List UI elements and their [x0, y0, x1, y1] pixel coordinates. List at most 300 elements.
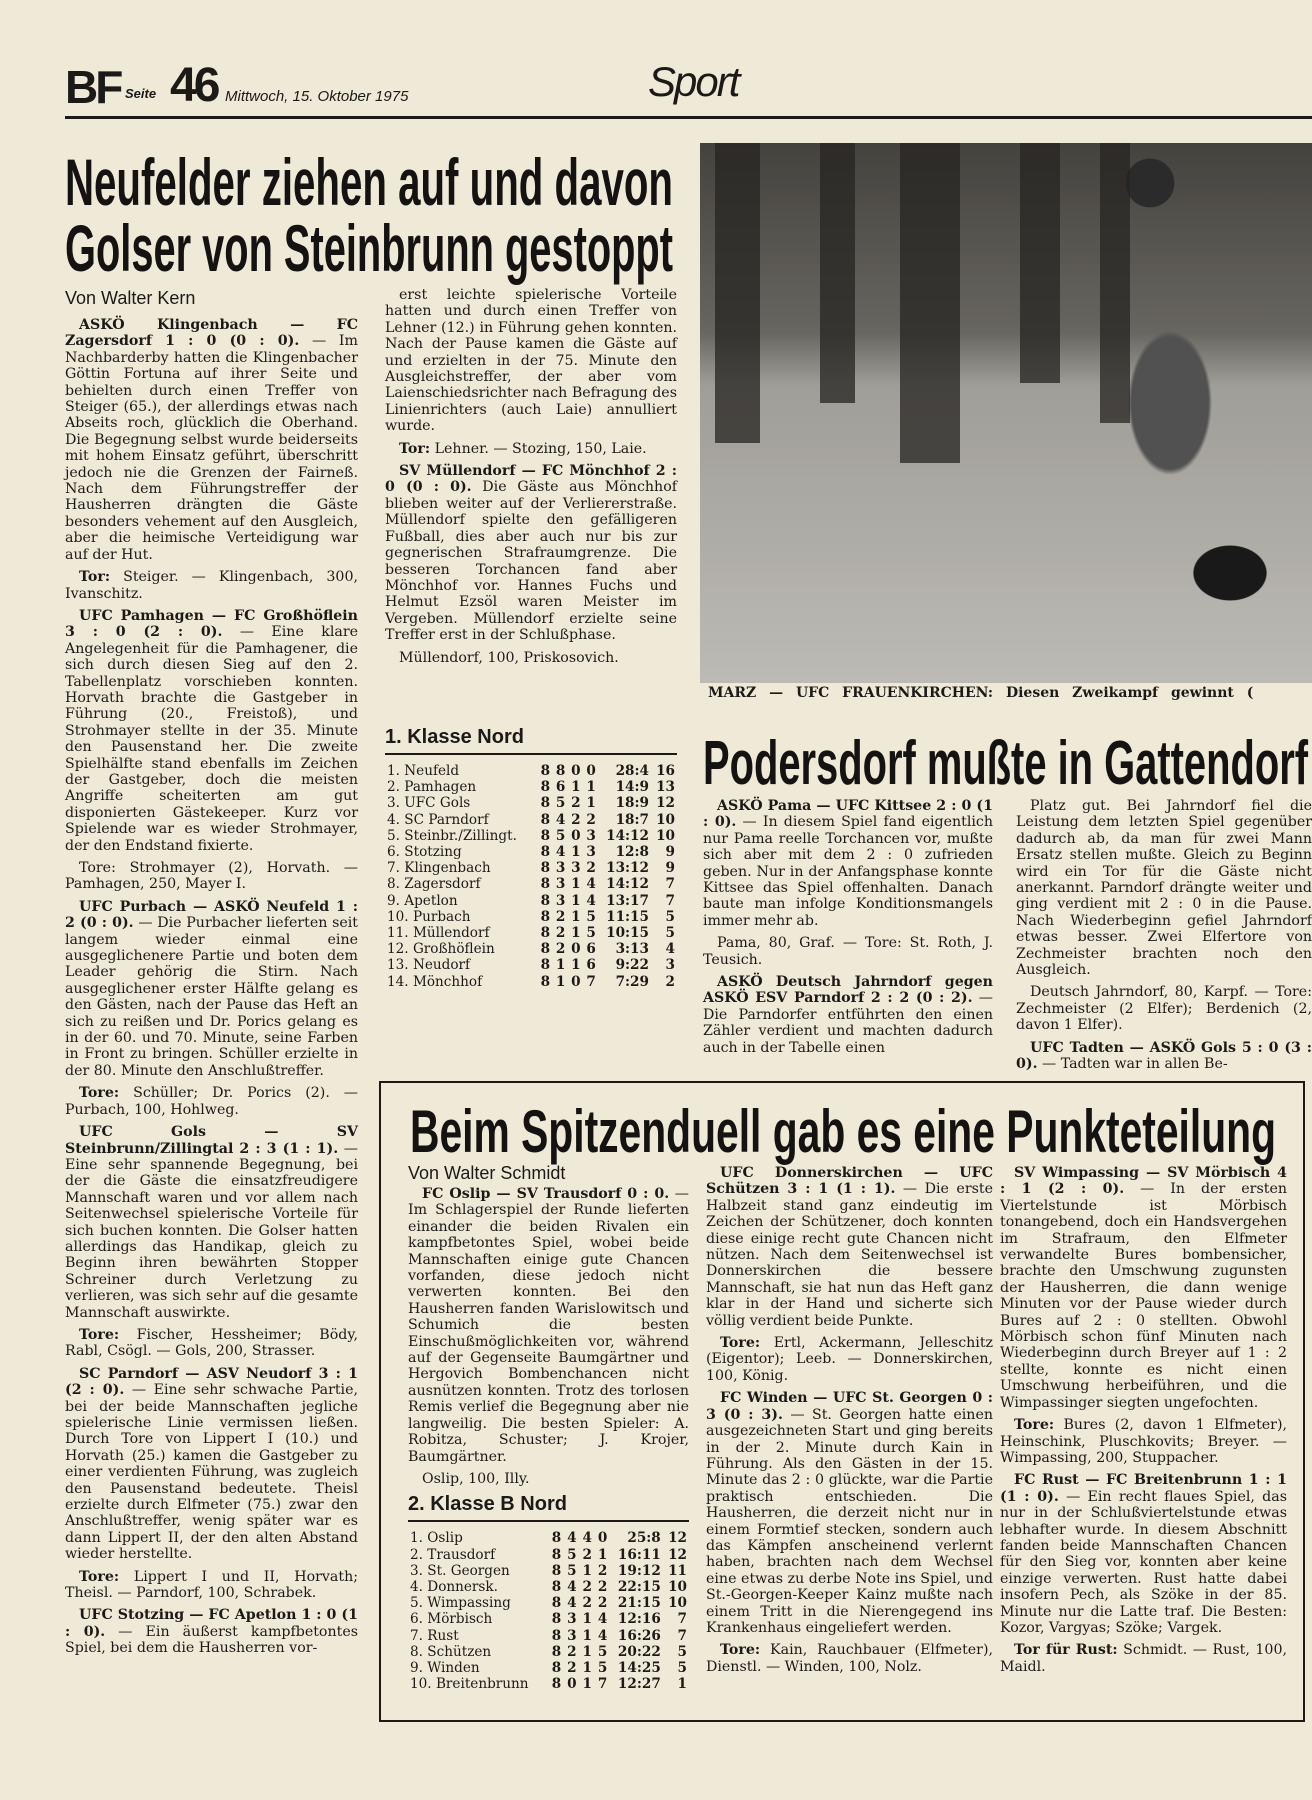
standings-value: 0: [571, 973, 581, 990]
standings-value: 19:12: [617, 1562, 661, 1579]
second-article-column-1: [703, 798, 993, 1068]
box-column-c: [1000, 1165, 1287, 1718]
standings-value: 8: [551, 1659, 562, 1676]
standings-value: 1: [571, 843, 581, 860]
standings-value: 2: [567, 1643, 577, 1660]
match-result-lead: UFC Purbach — ASKÖ Neufeld 1 : 2 (0 : 0).: [65, 898, 358, 932]
paragraph-text: Oslip, 100, Illy.: [422, 1470, 530, 1487]
article-paragraph: [408, 1471, 689, 1487]
paragraph-text: erst leichte spielerische Vorteile hatten und durch einen Treffer von Lehner (12.) in Führung gehen konnten. Nach der Pause kamen die Gäste auf und erzielten in der 75. Minute den Ausgleichstreffer, der aber vom Laienschiedsrichter nach Befragung des Linienrichters (auch Laie) annulliert wurde.: [385, 287, 677, 435]
article-paragraph: [385, 287, 677, 435]
box-byline: Von Walter Schmidt: [408, 1163, 566, 1183]
standings-row: [385, 876, 677, 892]
standings-value: 4: [597, 1627, 608, 1644]
team-name: 1. Oslip: [410, 1530, 463, 1547]
paragraph-text: — Ein äußerst kampfbetontes Spiel, bei dem die Hausherren vor-: [65, 1623, 358, 1657]
standings-value: 5: [555, 795, 566, 812]
standings-value: 3: [555, 860, 566, 877]
standings-value: 5: [555, 827, 566, 844]
standings-value: 5: [597, 1643, 608, 1660]
standings-value: 8: [540, 860, 551, 877]
standings-value: 6: [586, 957, 596, 974]
standings-value: 4: [582, 1530, 592, 1547]
standings-value: 18:7: [615, 811, 649, 828]
standings-value: 0: [586, 762, 596, 779]
standings-value: 3: [555, 876, 566, 893]
standings-value: 14:9: [615, 779, 649, 796]
article-paragraph: [65, 1366, 358, 1563]
match-result-lead: UFC Gols — SV Steinbrunn/Zillingtal 2 : 3 (1 : 1).: [65, 1124, 358, 1157]
standings-value: 11: [668, 1562, 687, 1579]
paragraph-text: Die Gäste aus Mönchhof blieben weiter auf der Verliererstraße. Müllendorf spielte den gefälligeren Fußball, dies aber auch nur bis zur gegnerischen Strafraumgrenze. Die besseren Torchancen fand aber Mönchhof vor. Hannes Fuchs und Helmut Ezsöl waren Meister im Vergeben. Müllendorf erzielte seine Treffer erst in der Schlußphase.: [385, 479, 677, 644]
standings-value: 8: [551, 1676, 562, 1693]
match-result-lead: Tore:: [720, 1335, 761, 1352]
standings-value: 2: [597, 1595, 608, 1612]
standings-value: 1: [586, 779, 596, 796]
paragraph-text: — Eine sehr schwache Partie, bei der beide Mannschaften jegliche spielerische Linie vermissen ließen. Durch Tore von Lippert I (10.) und Horvath (25.) kamen die Gastgeber zu einer verdienten Führung, was zugleich den Pausenstand bedeutete. Theisl erzielte durch Elfmeter (75.) zwar den Anschlußtreffer, wenig später war es dann Lippert II, der den alten Abstand wieder herstellte.: [65, 1382, 359, 1563]
standings-value: 4: [567, 1578, 577, 1595]
article-paragraph: [65, 860, 358, 893]
standings-value: 6: [586, 941, 596, 958]
standings-value: 12: [668, 1546, 687, 1563]
standings-value: 8: [540, 892, 551, 909]
standings-value: 8: [540, 795, 551, 812]
match-result-lead: SC Parndorf — ASV Neudorf 3 : 1 (2 : 0).: [65, 1365, 358, 1399]
article-paragraph: [65, 1327, 358, 1360]
article-paragraph: [706, 1165, 993, 1329]
standings-value: 5: [665, 908, 675, 925]
standings-value: 5: [586, 924, 596, 941]
standings-value: 1: [571, 779, 581, 796]
table-title: 1. Klasse Nord: [385, 726, 677, 755]
standings-value: 3: [586, 827, 596, 844]
paragraph-text: — In diesem Spiel fand eigentlich nur Pama reelle Torchancen vor, mußte sich aber mit dem 2 : 0 zufrieden geben. Nur in der Anfangsphase konnte Kittsee das Spiel offenhalten. Danach baute man infolge Konditionsmangels immer mehr ab.: [703, 814, 994, 929]
standings-value: 8: [540, 876, 551, 893]
standings-value: 8: [540, 941, 551, 958]
team-name: 8. Schützen: [410, 1643, 492, 1660]
match-result-lead: UFC Pamhagen — FC Großhöflein 3 : 0 (2 : 0).: [65, 607, 358, 641]
standings-value: 10: [656, 827, 675, 844]
match-result-lead: ASKÖ Pama — UFC Kittsee 2 : 0 (1 : 0).: [703, 798, 993, 831]
standings-value: 10:15: [606, 924, 649, 941]
issue-date: Mittwoch, 15. Oktober 1975: [225, 88, 409, 105]
standings-value: 1: [597, 1546, 608, 1563]
article-paragraph: [703, 974, 993, 1056]
standings-value: 5: [567, 1562, 577, 1579]
standings-value: 1: [582, 1659, 592, 1676]
standings-value: 1: [677, 1676, 687, 1693]
standings-value: 20:22: [617, 1643, 661, 1660]
standings-value: 1: [555, 957, 566, 974]
match-result-lead: UFC Tadten — ASKÖ Gols 5 : 0 (3 : 0).: [1016, 1039, 1312, 1073]
standings-table-2-klasse-b-nord: [408, 1530, 689, 1692]
article-column-1: [65, 288, 358, 1724]
standings-row: [385, 957, 677, 973]
article-paragraph: [703, 935, 993, 968]
standings-value: 3: [571, 860, 581, 877]
standings-value: 14:25: [617, 1659, 661, 1676]
box-column-b: [706, 1165, 993, 1718]
team-name: 6. Mörbisch: [410, 1611, 493, 1628]
article-paragraph: [65, 1124, 358, 1321]
article-paragraph: [385, 463, 677, 643]
match-result-lead: Tore:: [1014, 1417, 1055, 1434]
team-name: 12. Großhöflein: [387, 941, 495, 958]
article-paragraph: [65, 899, 358, 1079]
paragraph-text: — Eine sehr spannende Begegnung, bei der die Gäste die einsatzfreudigere Mannschaft waren und vor allem nach Seitenwechsel spielerische Vorteile für sich buchen konnten. Die Golser hatten allerdings das Handikap, gleich zu Beginn ihren bewährten Stopper Schreiner durch Verletzung zu verlieren, was sich sehr auf die gesamte Mannschaft auswirkte.: [65, 1140, 358, 1321]
paragraph-text: — Im Nachbarderby hatten die Klingenbacher Göttin Fortuna auf ihrer Seite und behielten durch einen Treffer von Steiger (65.), der allerdings etwas nach Abseits roch, glücklich die Oberhand. Die Begegnung selbst wurde beiderseits mit hohem Einsatz geführt, überschritt jedoch nie die Grenzen der Fairneß. Nach dem Führungstreffer der Hausherren drängten die Gäste besonders vehement auf den Ausgleich, aber die heimische Verteidigung war auf der Hut.: [65, 333, 358, 563]
standings-value: 21:15: [617, 1595, 661, 1612]
standings-value: 9:22: [615, 957, 649, 974]
standings-value: 3: [665, 957, 675, 974]
standings-row: [408, 1644, 689, 1660]
standings-value: 3: [555, 892, 566, 909]
standings-value: 2: [582, 1578, 592, 1595]
standings-value: 7: [665, 892, 675, 909]
standings-value: 2: [555, 924, 566, 941]
article-paragraph: [703, 798, 993, 929]
paragraph-text: Bures (2, davon 1 Elfmeter), Heinschink, Pluschkovits; Breyer. — Wimpassing, 200, Stuppacher.: [1000, 1417, 1287, 1466]
article-paragraph: [65, 317, 358, 563]
standings-value: 4: [586, 876, 596, 893]
standings-value: 9: [665, 860, 675, 877]
article-paragraph: [1016, 1040, 1312, 1073]
standings-value: 8: [551, 1530, 562, 1547]
paragraph-text: — Tadten war in allen Be-: [1037, 1056, 1228, 1073]
standings-value: 5: [665, 924, 675, 941]
match-result-lead: SV Müllendorf — FC Mönchhof 2 : 0 (0 : 0).: [385, 463, 677, 496]
standings-row: [408, 1563, 689, 1579]
page-number: 46: [170, 59, 218, 112]
standings-value: 2: [597, 1562, 608, 1579]
standings-value: 4: [555, 811, 566, 828]
match-result-lead: Tore:: [720, 1642, 761, 1659]
paragraph-text: Lippert I und II, Horvath; Theisl. — Parndorf, 100, Schrabek.: [65, 1568, 358, 1602]
standings-value: 8: [551, 1595, 562, 1612]
standings-value: 4: [555, 843, 566, 860]
article-paragraph: [408, 1186, 689, 1465]
standings-value: 5: [586, 908, 596, 925]
standings-value: 13:12: [606, 860, 649, 877]
match-result-lead: FC Rust — FC Breitenbrunn 1 : 1 (1 : 0).: [1000, 1472, 1287, 1505]
paragraph-text: Deutsch Jahrndorf, 80, Karpf. — Tore: Zechmeister (2 Elfer); Berdenich (2, davon 1 Elfer).: [1016, 984, 1312, 1034]
standings-value: 1: [586, 795, 596, 812]
second-headline-text: Podersdorf mußte in Gattendorf: [703, 729, 1309, 798]
team-name: 7. Rust: [410, 1627, 459, 1644]
article-column-2: [385, 287, 677, 1067]
standings-value: 0: [567, 1676, 577, 1693]
article-paragraph: [1016, 984, 1312, 1033]
standings-value: 8: [551, 1546, 562, 1563]
standings-value: 22:15: [617, 1578, 661, 1595]
box-headline: [410, 1090, 1280, 1165]
standings-value: 28:4: [615, 762, 649, 779]
team-name: 10. Purbach: [387, 908, 471, 925]
standings-value: 2: [567, 1659, 577, 1676]
standings-value: 7: [586, 973, 596, 990]
standings-value: 2: [586, 811, 596, 828]
standings-value: 5: [567, 1546, 577, 1563]
standings-value: 4: [597, 1611, 608, 1628]
standings-value: 3:13: [615, 941, 649, 958]
match-result-lead: ASKÖ Klingenbach — FC Zagersdorf 1 : 0 (0 : 0).: [65, 317, 358, 350]
team-name: 2. Trausdorf: [410, 1546, 496, 1563]
team-name: 4. SC Parndorf: [387, 811, 489, 828]
article-paragraph: [1000, 1472, 1287, 1636]
standings-row: [385, 844, 677, 860]
team-name: 5. Wimpassing: [410, 1595, 511, 1612]
standings-value: 1: [571, 876, 581, 893]
standings-value: 10: [656, 811, 675, 828]
standings-row: [385, 828, 677, 844]
main-headline-line1: Neufelder ziehen auf und davon: [65, 145, 673, 219]
article-paragraph: [706, 1390, 993, 1636]
article-paragraph: [65, 1607, 358, 1656]
standings-value: 1: [582, 1676, 592, 1693]
team-name: 9. Winden: [410, 1659, 480, 1676]
standings-value: 1: [582, 1643, 592, 1660]
paragraph-text: — Eine klare Angelegenheit für die Pamhagener, die sich durch diesen Sieg auf den 2. Tabellenplatz vorschieben konnten. Horvath brachte die Gastgeber in Führung (20., Freistoß), und Strohmayer stellte in der 35. Minute den Pausenstand her. Die zweite Spielhälfte stand ebenfalls im Zeichen der Gastgeber, doch die meisten Angriffe scheiterten am gut disponierten Gästekeeper. Kurz vor Spielende war es wieder Strohmayer, der den Endstand fixierte.: [65, 624, 358, 854]
paragraph-text: — Die Parndorfer entführten den einen Zähler verdient und machten dadurch auch in der Tabelle einen: [703, 990, 993, 1056]
standings-value: 7: [677, 1611, 687, 1628]
standings-value: 12: [656, 795, 675, 812]
standings-value: 7: [597, 1676, 608, 1693]
standings-row: [385, 941, 677, 957]
standings-value: 8: [551, 1562, 562, 1579]
main-headline: [65, 143, 677, 285]
standings-value: 16: [656, 762, 675, 779]
match-result-lead: UFC Stotzing — FC Apetlon 1 : 0 (1 : 0).: [65, 1607, 358, 1640]
standings-value: 8: [551, 1611, 562, 1628]
standings-value: 0: [571, 762, 581, 779]
match-result-lead: Tor für Rust:: [1014, 1642, 1118, 1659]
header-rule: [65, 116, 1312, 119]
standings-value: 3: [567, 1627, 577, 1644]
article-paragraph: [65, 569, 358, 602]
standings-value: 2: [555, 908, 566, 925]
byline: Von Walter Kern: [65, 288, 196, 308]
paragraph-text: Müllendorf, 100, Priskosovich.: [399, 649, 619, 666]
match-result-lead: ASKÖ Deutsch Jahrndorf gegen ASKÖ ESV Parndorf 2 : 2 (0 : 2).: [703, 974, 993, 1007]
standings-value: 8: [540, 762, 551, 779]
standings-value: 8: [540, 957, 551, 974]
standings-value: 18:9: [615, 795, 649, 812]
standings-value: 2: [665, 973, 675, 990]
standings-value: 7:29: [615, 973, 649, 990]
match-result-lead: SV Wimpassing — SV Mörbisch 4 : 1 (2 : 0).: [1000, 1165, 1287, 1198]
standings-value: 3: [567, 1611, 577, 1628]
standings-value: 0: [597, 1530, 608, 1547]
standings-value: 0: [571, 941, 581, 958]
standings-row: [408, 1611, 689, 1627]
standings-row: [408, 1660, 689, 1676]
standings-row: [385, 795, 677, 811]
box-table-title: 2. Klasse B Nord: [408, 1493, 689, 1522]
standings-value: 4: [586, 892, 596, 909]
standings-value: 2: [586, 860, 596, 877]
article-paragraph: [1000, 1417, 1287, 1466]
standings-table-1-klasse-nord: [385, 763, 677, 990]
standings-value: 2: [571, 795, 581, 812]
standings-row: [408, 1530, 689, 1546]
article-paragraph: [1016, 798, 1312, 978]
team-name: 5. Steinbr./Zillingt.: [387, 827, 517, 844]
standings-row: [385, 860, 677, 876]
standings-row: [385, 779, 677, 795]
team-name: 8. Zagersdorf: [387, 876, 481, 893]
standings-value: 3: [586, 843, 596, 860]
team-name: 11. Müllendorf: [387, 924, 490, 941]
match-result-lead: Tor:: [79, 569, 111, 586]
standings-value: 0: [571, 827, 581, 844]
paragraph-text: Schmidt. — Rust, 100, Maidl.: [1000, 1642, 1287, 1675]
standings-value: 5: [677, 1659, 687, 1676]
standings-value: 12: [668, 1530, 687, 1547]
standings-value: 8: [555, 762, 566, 779]
standings-value: 16:26: [617, 1627, 661, 1644]
article-paragraph: [706, 1335, 993, 1384]
standings-row: [408, 1595, 689, 1611]
team-name: 1. Neufeld: [387, 762, 460, 779]
standings-value: 12:16: [617, 1611, 661, 1628]
standings-value: 25:8: [627, 1530, 661, 1547]
second-article-column-2: [1016, 798, 1312, 1073]
standings-value: 12:27: [617, 1676, 661, 1693]
match-result-lead: FC Winden — UFC St. Georgen 0 : 3 (0 : 3).: [706, 1390, 993, 1423]
team-name: 3. UFC Gols: [387, 795, 471, 812]
article-paragraph: [1000, 1642, 1287, 1675]
standings-value: 14:12: [606, 876, 649, 893]
standings-value: 7: [665, 876, 675, 893]
standings-row: [408, 1628, 689, 1644]
standings-value: 8: [540, 908, 551, 925]
section-title: Sport: [648, 58, 739, 105]
standings-value: 2: [571, 811, 581, 828]
standings-value: 14:12: [606, 827, 649, 844]
standings-value: 6: [555, 779, 566, 796]
team-name: 2. Pamhagen: [387, 779, 477, 796]
paragraph-text: Steiger. — Klingenbach, 300, Ivanschitz.: [65, 569, 358, 602]
standings-value: 1: [571, 924, 581, 941]
paragraph-text: — Die erste Halbzeit stand ganz eindeutig im Zeichen der Schützener, doch konnten diese einige recht gute Chancen nicht nützen. Nach dem Seitenwechsel ist Donnerskirchen die bessere Mannschaft, sie hat nun das Heft ganz klar in der Hand und sicherte sich völlig verdient beide Punkte.: [706, 1181, 993, 1329]
standings-value: 11:15: [606, 908, 649, 925]
article-paragraph: [385, 441, 677, 457]
paragraph-text: Pama, 80, Graf. — Tore: St. Roth, J. Teusich.: [703, 935, 993, 968]
standings-value: 1: [582, 1562, 592, 1579]
standings-value: 2: [597, 1578, 608, 1595]
photo-caption: MARZ — UFC FRAUENKIRCHEN: Diesen Zweikampf gewinnt (: [708, 685, 1254, 701]
standings-row: [385, 974, 677, 990]
standings-value: 8: [540, 827, 551, 844]
match-result-lead: UFC Donnerskirchen — UFC Schützen 3 : 1 (1 : 1).: [706, 1165, 993, 1198]
standings-row: [385, 893, 677, 909]
standings-value: 8: [540, 779, 551, 796]
team-name: 14. Mönchhof: [387, 973, 483, 990]
article-paragraph: [706, 1642, 993, 1675]
standings-value: 10: [668, 1595, 687, 1612]
standings-value: 1: [582, 1611, 592, 1628]
team-name: 3. St. Georgen: [410, 1562, 510, 1579]
team-name: 6. Stotzing: [387, 843, 462, 860]
standings-value: 10: [668, 1578, 687, 1595]
team-name: 9. Apetlon: [387, 892, 458, 909]
article-paragraph: [65, 1085, 358, 1118]
standings-value: 4: [567, 1595, 577, 1612]
paragraph-text: Platz gut. Bei Jahrndorf fiel die Leistung dem letzten Spiel gegenüber dadurch ab, da man für zwei Mann Ersatz stellen mußte. Gleich zu Beginn wird ein Tor für die Gäste nicht anerkannt. Parndorf drängte weiter und ging verdient mit 2 : 0 in die Pause. Nach Wiederbeginn gefiel Jahrndorf etwas besser. Zwei Elfertore von Zechmeister brachten noch den Ausgleich.: [1016, 798, 1312, 979]
standings-value: 8: [551, 1643, 562, 1660]
standings-value: 13:17: [606, 892, 649, 909]
standings-value: 1: [582, 1627, 592, 1644]
standings-row: [385, 909, 677, 925]
standings-value: 9: [665, 843, 675, 860]
standings-value: 12:8: [615, 843, 649, 860]
box-column-a: [408, 1163, 689, 1718]
standings-value: 1: [571, 908, 581, 925]
match-result-lead: Tor:: [399, 440, 431, 457]
standings-value: 1: [571, 892, 581, 909]
paragraph-text: Kain, Rauchbauer (Elfmeter), Dienstl. — Winden, 100, Nolz.: [706, 1642, 993, 1675]
main-headline-line2: Golser von Steinbrunn gestoppt: [65, 211, 674, 285]
standings-row: [408, 1676, 689, 1692]
standings-value: 4: [567, 1530, 577, 1547]
second-headline: [703, 722, 1312, 798]
box-headline-text: Beim Spitzenduell gab es eine Punkteteilung: [410, 1098, 1276, 1165]
standings-value: 2: [555, 941, 566, 958]
article-paragraph: [385, 650, 677, 666]
standings-value: 8: [540, 811, 551, 828]
match-result-lead: Tore:: [79, 1085, 120, 1102]
standings-value: 13: [656, 779, 675, 796]
standings-value: 8: [540, 973, 551, 990]
standings-row: [408, 1547, 689, 1563]
standings-value: 1: [571, 957, 581, 974]
paragraph-text: — In der ersten Viertelstunde ist Mörbisch tonangebend, doch ein Handsvergehen im Strafraum, den Elfmeter verwandelte Bures bombensicher, brachte den Umschwung zugunsten der Hausherren, die dann wenige Minuten vor der Pause wieder durch Bures auf 2 : 0 stellten. Obwohl Mörbisch schon fünf Minuten nach Wiederbeginn durch Breyer auf 1 : 2 stellte, konnte es nicht einen Umschwung herbeiführen, und die Wimpassinger siegten ungefochten.: [1000, 1181, 1287, 1411]
article-paragraph: [65, 1569, 358, 1602]
standings-row: [385, 925, 677, 941]
team-name: 10. Breitenbrunn: [410, 1676, 529, 1693]
standings-value: 8: [551, 1578, 562, 1595]
match-result-lead: Tore:: [79, 1326, 120, 1343]
standings-value: 5: [597, 1659, 608, 1676]
standings-value: 8: [540, 924, 551, 941]
standings-value: 4: [665, 941, 675, 958]
standings-row: [385, 763, 677, 779]
standings-value: 1: [555, 973, 566, 990]
paragraph-text: Schüller; Dr. Porics (2). — Purbach, 100, Hohlweg.: [65, 1085, 358, 1118]
article-paragraph: [1000, 1165, 1287, 1411]
paragraph-text: — Die Purbacher lieferten seit langem wieder einmal eine ausgeglichenere Partie und boten dem Leader gehörig die Stirn. Nach ausgeglichener erster Hälfte gelang es den Gästen, nach der Pause das Heft an sich zu reißen und Dr. Porics gelang es in der 60. und 70. Minute, seine Farben in Front zu bringen. Schüller erzielte in der 80. Minute den Anschlußtreffer.: [65, 915, 358, 1079]
match-result-lead: FC Oslip — SV Trausdorf 0 : 0.: [422, 1186, 670, 1202]
match-result-lead: Tore:: [79, 1568, 120, 1585]
standings-value: 2: [582, 1595, 592, 1612]
paragraph-text: Ertl, Ackermann, Jelleschitz (Eigentor); Leeb. — Donnerskirchen, 100, König.: [706, 1335, 993, 1384]
paragraph-text: Lehner. — Stozing, 150, Laie.: [430, 440, 647, 457]
paragraph-text: — Ein recht flaues Spiel, das nur in der Schlußviertelstunde etwas lebhafter wurde. In diesem Abschnitt fanden beide Mannschaften Chancen für den Sieg vor, konnten aber keine einzige verwerten. Rust hatte dabei insofern Pech, als Szöke in der 85. Minute nur die Latte traf. Die Besten: Kozor, Vargyas; Szöke; Vargek.: [1000, 1488, 1287, 1636]
page-label: Seite: [125, 86, 157, 101]
standings-row: [385, 812, 677, 828]
team-name: 4. Donnersk.: [410, 1578, 498, 1595]
paragraph-text: Fischer, Hessheimer; Bödy, Rabl, Csögl. — Gols, 200, Strasser.: [65, 1326, 358, 1360]
paragraph-text: Tore: Strohmayer (2), Horvath. — Pamhagen, 250, Mayer I.: [65, 860, 358, 893]
standings-value: 7: [677, 1627, 687, 1644]
standings-row: [408, 1579, 689, 1595]
standings-value: 5: [677, 1643, 687, 1660]
paragraph-text: — St. Georgen hatte einen ausgezeichneten Start und ging bereits in der 2. Minute durch Kain in Führung. Als den Gästen in der 15. Minute das 2 : 0 glückte, war die Partie praktisch entschieden. Die Hausherren, die derzeit nicht nur in einem Formtief stecken, sondern auch das Kämpfen anscheinend verlernt haben, brachten nach dem Wechsel eine etwas zu derbe Note ins Spiel, und St.-Georgen-Keeper Kainz mußte nach einem Tritt in die Nierengegend ins Krankenhaus eingeliefert werden.: [706, 1406, 993, 1636]
standings-value: 8: [540, 843, 551, 860]
team-name: 13. Neudorf: [387, 957, 471, 974]
article-paragraph: [65, 608, 358, 854]
standings-value: 2: [582, 1546, 592, 1563]
